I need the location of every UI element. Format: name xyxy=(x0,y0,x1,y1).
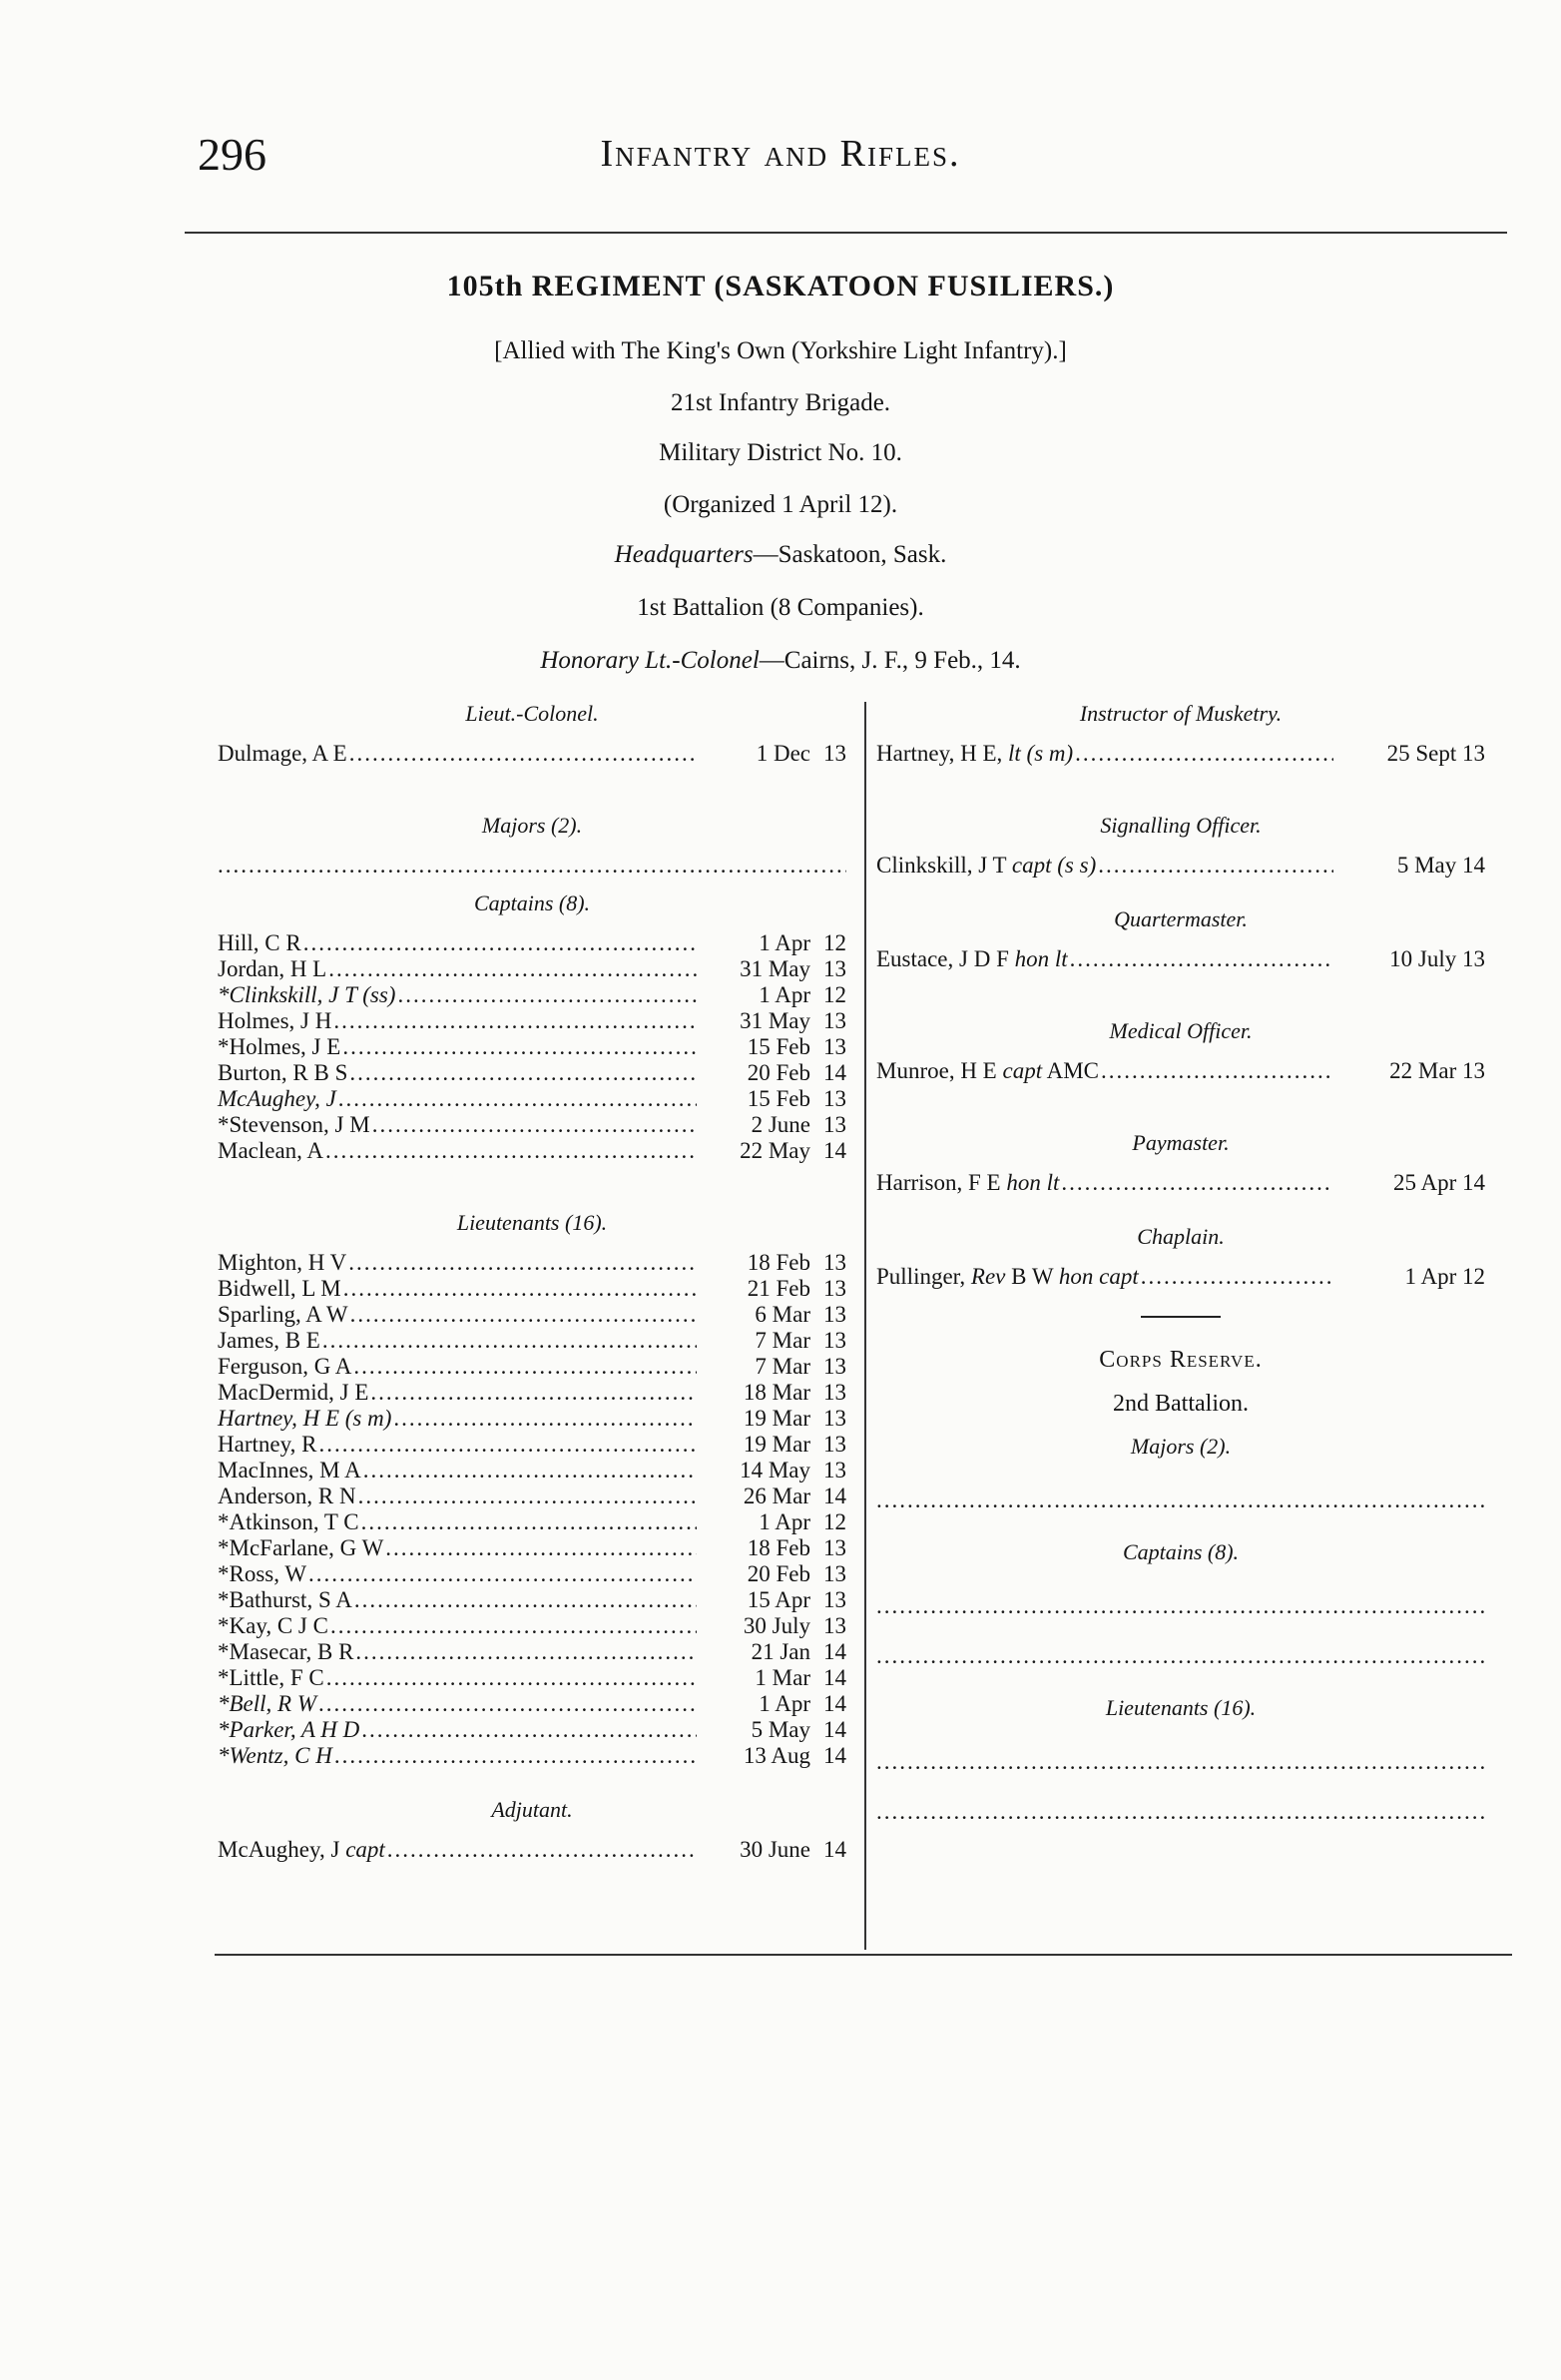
dot-leader xyxy=(308,1561,697,1587)
entry-date: 18 Mar xyxy=(743,1380,810,1405)
roster-entry xyxy=(218,1034,846,1060)
dot-leader xyxy=(334,1743,697,1769)
roster-entry xyxy=(218,1086,846,1112)
entry-name: *McFarlane, G W xyxy=(218,1535,384,1560)
footer-rule xyxy=(215,1954,1512,1956)
entry-name: Maclean, A xyxy=(218,1138,324,1163)
roster-entry xyxy=(218,1613,846,1639)
entry-year: 13 xyxy=(823,1587,846,1612)
entry-date: 14 May xyxy=(740,1458,810,1483)
majors-heading: Majors (2). xyxy=(481,813,583,838)
entry-year: 14 xyxy=(823,1484,846,1508)
quartermaster-rank: hon lt xyxy=(1014,946,1068,971)
entry-year: 14 xyxy=(823,1665,846,1690)
entry-name: MacDermid, J E xyxy=(218,1380,369,1405)
entry-date: 1 Apr xyxy=(759,930,810,955)
quartermaster-date: 10 July 13 xyxy=(1389,946,1485,971)
roster-entry xyxy=(218,1138,846,1164)
entry-name: Hartney, H E (s m) xyxy=(218,1406,392,1431)
roster-entry xyxy=(218,1112,846,1138)
entry-name: *Ross, W xyxy=(218,1561,307,1586)
page-number: 296 xyxy=(198,129,266,180)
honorary-label: Honorary Lt.-Colonel xyxy=(540,647,760,674)
entry-name: MacInnes, M A xyxy=(218,1458,361,1483)
entry-year: 13 xyxy=(823,1112,846,1137)
entry-date: 15 Apr xyxy=(747,1587,810,1612)
dot-leader xyxy=(325,1138,697,1164)
reserve-lieutenants-blank-line-1 xyxy=(876,1749,1485,1773)
honorary-line xyxy=(0,647,1561,675)
dot-leader xyxy=(338,1086,697,1112)
entry-name: James, B E xyxy=(218,1328,320,1353)
entry-date: 15 Feb xyxy=(747,1086,810,1111)
entry-date: 22 May xyxy=(740,1138,810,1163)
dot-leader xyxy=(1098,853,1333,879)
entry-name: Anderson, R N xyxy=(218,1484,356,1508)
dot-leader xyxy=(355,1639,697,1665)
captains-list xyxy=(218,930,846,1164)
chaplain-rank: hon capt xyxy=(1058,1264,1139,1289)
entry-year: 13 xyxy=(823,1613,846,1638)
roster-entry xyxy=(218,1535,846,1561)
paymaster-name: Harrison, F E xyxy=(876,1170,1001,1195)
entry-name: Dulmage, A E xyxy=(218,741,347,766)
entry-name: Hartney, R xyxy=(218,1432,317,1457)
entry-date: 26 Mar xyxy=(743,1484,810,1508)
dot-leader xyxy=(322,1328,697,1354)
running-head: Infantry and Rifles. xyxy=(600,133,961,175)
paymaster-entry xyxy=(876,1170,1485,1196)
left-column xyxy=(218,699,846,1863)
dot-leader xyxy=(361,1509,697,1535)
entry-date: 6 Mar xyxy=(755,1302,810,1327)
dot-leader xyxy=(350,1302,697,1328)
entry-date: 21 Jan xyxy=(751,1639,810,1664)
roster-entry xyxy=(218,1743,846,1769)
organized-line: (Organized 1 April 12). xyxy=(663,491,898,518)
roster-entry xyxy=(218,1717,846,1743)
dot-leader xyxy=(1141,1264,1333,1290)
entry-year: 14 xyxy=(823,1743,846,1768)
quartermaster-entry xyxy=(876,946,1485,972)
headquarters-line xyxy=(0,541,1561,569)
musketry-rank: lt (s m) xyxy=(1008,741,1074,766)
adjutant-entry xyxy=(218,1837,846,1863)
entry-year: 14 xyxy=(823,1717,846,1742)
chaplain-heading: Chaplain. xyxy=(1137,1224,1225,1249)
reserve-captains-heading: Captains (8). xyxy=(1122,1539,1240,1564)
signalling-entry xyxy=(876,853,1485,879)
entry-date: 19 Mar xyxy=(743,1406,810,1431)
dot-leader xyxy=(397,982,697,1008)
entry-year: 12 xyxy=(823,930,846,955)
chaplain-title: Rev xyxy=(970,1264,1006,1289)
reserve-majors-blank-line xyxy=(876,1488,1485,1511)
headquarters-value: —Saskatoon, Sask. xyxy=(753,541,947,568)
entry-name: *Clinkskill, J T (ss) xyxy=(218,982,396,1007)
reserve-majors-heading: Majors (2). xyxy=(1130,1434,1232,1459)
dot-leader xyxy=(353,1354,697,1380)
entry-name: *Bell, R W xyxy=(218,1691,316,1716)
captains-heading: Captains (8). xyxy=(473,891,591,915)
chaplain-initials: B W xyxy=(1011,1264,1054,1289)
lieutenants-heading: Lieutenants (16). xyxy=(456,1210,608,1235)
signalling-rank: capt (s s) xyxy=(1011,853,1097,878)
entry-name: *Bathurst, S A xyxy=(218,1587,352,1612)
entry-year: 13 xyxy=(823,1354,846,1379)
header-rule xyxy=(185,232,1507,234)
allied-line: [Allied with The King's Own (Yorkshire Light Infantry).] xyxy=(494,337,1067,364)
entry-year: 13 xyxy=(823,741,846,766)
entry-date: 15 Feb xyxy=(747,1034,810,1059)
roster-entry xyxy=(218,1250,846,1276)
entry-year: 13 xyxy=(823,1250,846,1275)
dot-leader xyxy=(372,1112,697,1138)
roster-entry xyxy=(218,1561,846,1587)
entry-year: 12 xyxy=(823,982,846,1007)
entry-year: 13 xyxy=(823,1276,846,1301)
entry-year: 14 xyxy=(823,1639,846,1664)
musketry-heading: Instructor of Musketry. xyxy=(1079,701,1283,726)
entry-name: Burton, R B S xyxy=(218,1060,348,1085)
signalling-heading: Signalling Officer. xyxy=(1100,813,1262,838)
roster-entry xyxy=(218,1276,846,1302)
signalling-date: 5 May 14 xyxy=(1396,853,1485,878)
dot-leader xyxy=(333,1008,697,1034)
entry-date: 31 May xyxy=(740,956,810,981)
entry-name: *Kay, C J C xyxy=(218,1613,328,1638)
signalling-name: Clinkskill, J T xyxy=(876,853,1007,878)
roster-entry xyxy=(218,1665,846,1691)
entry-name: *Masecar, B R xyxy=(218,1639,354,1664)
entry-year: 13 xyxy=(823,1535,846,1560)
roster-entry xyxy=(218,1380,846,1406)
entry-date: 18 Feb xyxy=(747,1535,810,1560)
dot-leader xyxy=(343,1276,697,1302)
dot-leader xyxy=(1101,1058,1333,1084)
entry-year: 13 xyxy=(823,1008,846,1033)
reserve-captains-blank-line-2 xyxy=(876,1643,1485,1667)
regiment-title: 105th REGIMENT (SASKATOON FUSILIERS.) xyxy=(446,270,1115,302)
entry-year: 13 xyxy=(823,956,846,981)
entry-year: 13 xyxy=(823,1406,846,1431)
dot-leader xyxy=(393,1406,697,1432)
entry-name: Jordan, H L xyxy=(218,956,327,981)
chaplain-surname: Pullinger, xyxy=(876,1264,966,1289)
entry-name: Mighton, H V xyxy=(218,1250,347,1275)
entry-date: 20 Feb xyxy=(747,1060,810,1085)
honorary-value: —Cairns, J. F., 9 Feb., 14. xyxy=(759,647,1021,674)
entry-year: 13 xyxy=(823,1302,846,1327)
reserve-lieutenants-heading: Lieutenants (16). xyxy=(1105,1695,1257,1720)
roster-entry xyxy=(218,1432,846,1458)
roster-entry xyxy=(218,1302,846,1328)
dot-leader xyxy=(349,1060,697,1086)
dot-leader xyxy=(361,1717,697,1743)
entry-year: 14 xyxy=(823,1138,846,1163)
entry-year: 13 xyxy=(823,1086,846,1111)
entry-name: *Atkinson, T C xyxy=(218,1509,359,1534)
entry-date: 13 Aug xyxy=(743,1743,810,1768)
majors-blank-line xyxy=(218,853,846,877)
entry-year: 12 xyxy=(823,1509,846,1534)
roster-entry xyxy=(218,1484,846,1509)
entry-date: 21 Feb xyxy=(747,1276,810,1301)
roster-entry xyxy=(218,1060,846,1086)
entry-date: 30 July xyxy=(743,1613,810,1638)
reserve-lieutenants-blank-line-2 xyxy=(876,1799,1485,1823)
entry-date: 1 Mar xyxy=(755,1665,810,1690)
roster-entry xyxy=(218,930,846,956)
dot-leader xyxy=(318,1691,697,1717)
entry-name: McAughey, J xyxy=(218,1086,336,1111)
chaplain-date: 1 Apr 12 xyxy=(1404,1264,1485,1289)
adjutant-rank: capt xyxy=(345,1837,385,1862)
lt-colonel-list xyxy=(218,741,846,767)
roster-entry xyxy=(218,982,846,1008)
entry-date: 5 May xyxy=(751,1717,810,1742)
musketry-entry xyxy=(876,741,1485,767)
dot-leader xyxy=(330,1613,697,1639)
entry-name: *Wentz, C H xyxy=(218,1743,332,1768)
medical-rank: capt xyxy=(1002,1058,1043,1083)
reserve-captains-blank-line-1 xyxy=(876,1593,1485,1617)
entry-year: 13 xyxy=(823,1432,846,1457)
quartermaster-heading: Quartermaster. xyxy=(1114,906,1248,931)
roster-entry xyxy=(218,1587,846,1613)
entry-date: 20 Feb xyxy=(747,1561,810,1586)
dot-leader xyxy=(328,956,697,982)
entry-year: 13 xyxy=(823,1458,846,1483)
entry-date: 7 Mar xyxy=(755,1328,810,1353)
district-line: Military District No. 10. xyxy=(659,439,902,466)
roster-entry xyxy=(218,1509,846,1535)
dot-leader xyxy=(326,1665,697,1691)
brigade-line: 21st Infantry Brigade. xyxy=(670,389,891,416)
roster-entry xyxy=(218,1458,846,1484)
entry-date: 1 Dec xyxy=(756,741,810,766)
entry-date: 31 May xyxy=(740,1008,810,1033)
entry-name: Ferguson, G A xyxy=(218,1354,352,1379)
dot-leader xyxy=(342,1034,697,1060)
roster-entry xyxy=(218,1639,846,1665)
right-column xyxy=(876,699,1485,1823)
entry-date: 2 June xyxy=(751,1112,810,1137)
roster-entry xyxy=(218,1691,846,1717)
musketry-name: Hartney, H E, xyxy=(876,741,1003,766)
dot-leader xyxy=(1061,1170,1333,1196)
entry-name: *Parker, A H D xyxy=(218,1717,360,1742)
headquarters-label: Headquarters xyxy=(614,541,754,568)
column-divider xyxy=(864,702,866,1950)
chaplain-entry xyxy=(876,1264,1485,1290)
entry-name: Sparling, A W xyxy=(218,1302,348,1327)
entry-name: Hill, C R xyxy=(218,930,301,955)
roster-entry xyxy=(218,1328,846,1354)
adjutant-name: McAughey, J xyxy=(218,1837,340,1862)
entry-year: 14 xyxy=(823,1691,846,1716)
adjutant-date: 30 June xyxy=(740,1837,810,1862)
entry-date: 19 Mar xyxy=(743,1432,810,1457)
dot-leader xyxy=(358,1484,697,1509)
entry-name: *Stevenson, J M xyxy=(218,1112,370,1137)
entry-date: 1 Apr xyxy=(759,1509,810,1534)
entry-date: 1 Apr xyxy=(759,982,810,1007)
medical-corps: AMC xyxy=(1046,1058,1099,1083)
entry-year: 13 xyxy=(823,1328,846,1353)
paymaster-date: 25 Apr 14 xyxy=(1393,1170,1485,1195)
dot-leader xyxy=(363,1458,697,1484)
entry-date: 1 Apr xyxy=(759,1691,810,1716)
dot-leader xyxy=(1070,946,1333,972)
paymaster-heading: Paymaster. xyxy=(1132,1130,1230,1155)
adjutant-heading: Adjutant. xyxy=(491,1797,573,1822)
dot-leader xyxy=(354,1587,697,1613)
musketry-date: 25 Sept 13 xyxy=(1386,741,1485,766)
roster-entry xyxy=(218,1354,846,1380)
medical-name: Munroe, H E xyxy=(876,1058,997,1083)
entry-date: 7 Mar xyxy=(755,1354,810,1379)
paymaster-rank: hon lt xyxy=(1006,1170,1060,1195)
lieutenants-list xyxy=(218,1250,846,1769)
dot-leader xyxy=(1075,741,1333,767)
medical-heading: Medical Officer. xyxy=(1109,1018,1253,1043)
dot-leader xyxy=(387,1837,697,1863)
medical-entry xyxy=(876,1058,1485,1084)
lt-colonel-heading: Lieut.-Colonel. xyxy=(465,701,599,726)
dot-leader xyxy=(348,1250,697,1276)
medical-date: 22 Mar 13 xyxy=(1389,1058,1485,1083)
entry-year: 14 xyxy=(823,1060,846,1085)
roster-entry xyxy=(218,1406,846,1432)
entry-year: 13 xyxy=(823,1034,846,1059)
dot-leader xyxy=(303,930,697,956)
adjutant-year: 14 xyxy=(823,1837,846,1862)
corps-reserve-title: Corps Reserve. xyxy=(1099,1347,1263,1373)
second-battalion-line: 2nd Battalion. xyxy=(1113,1391,1249,1417)
roster-entry xyxy=(218,741,846,767)
dot-leader xyxy=(370,1380,697,1406)
entry-name: Bidwell, L M xyxy=(218,1276,341,1301)
dot-leader xyxy=(318,1432,697,1458)
battalion-line: 1st Battalion (8 Companies). xyxy=(637,594,924,621)
dot-leader xyxy=(385,1535,697,1561)
entry-year: 13 xyxy=(823,1380,846,1405)
entry-name: *Little, F C xyxy=(218,1665,324,1690)
entry-year: 13 xyxy=(823,1561,846,1586)
roster-entry xyxy=(218,956,846,982)
entry-name: *Holmes, J E xyxy=(218,1034,341,1059)
dot-leader xyxy=(349,741,697,767)
roster-entry xyxy=(218,1008,846,1034)
quartermaster-name: Eustace, J D F xyxy=(876,946,1009,971)
entry-date: 18 Feb xyxy=(747,1250,810,1275)
entry-name: Holmes, J H xyxy=(218,1008,332,1033)
